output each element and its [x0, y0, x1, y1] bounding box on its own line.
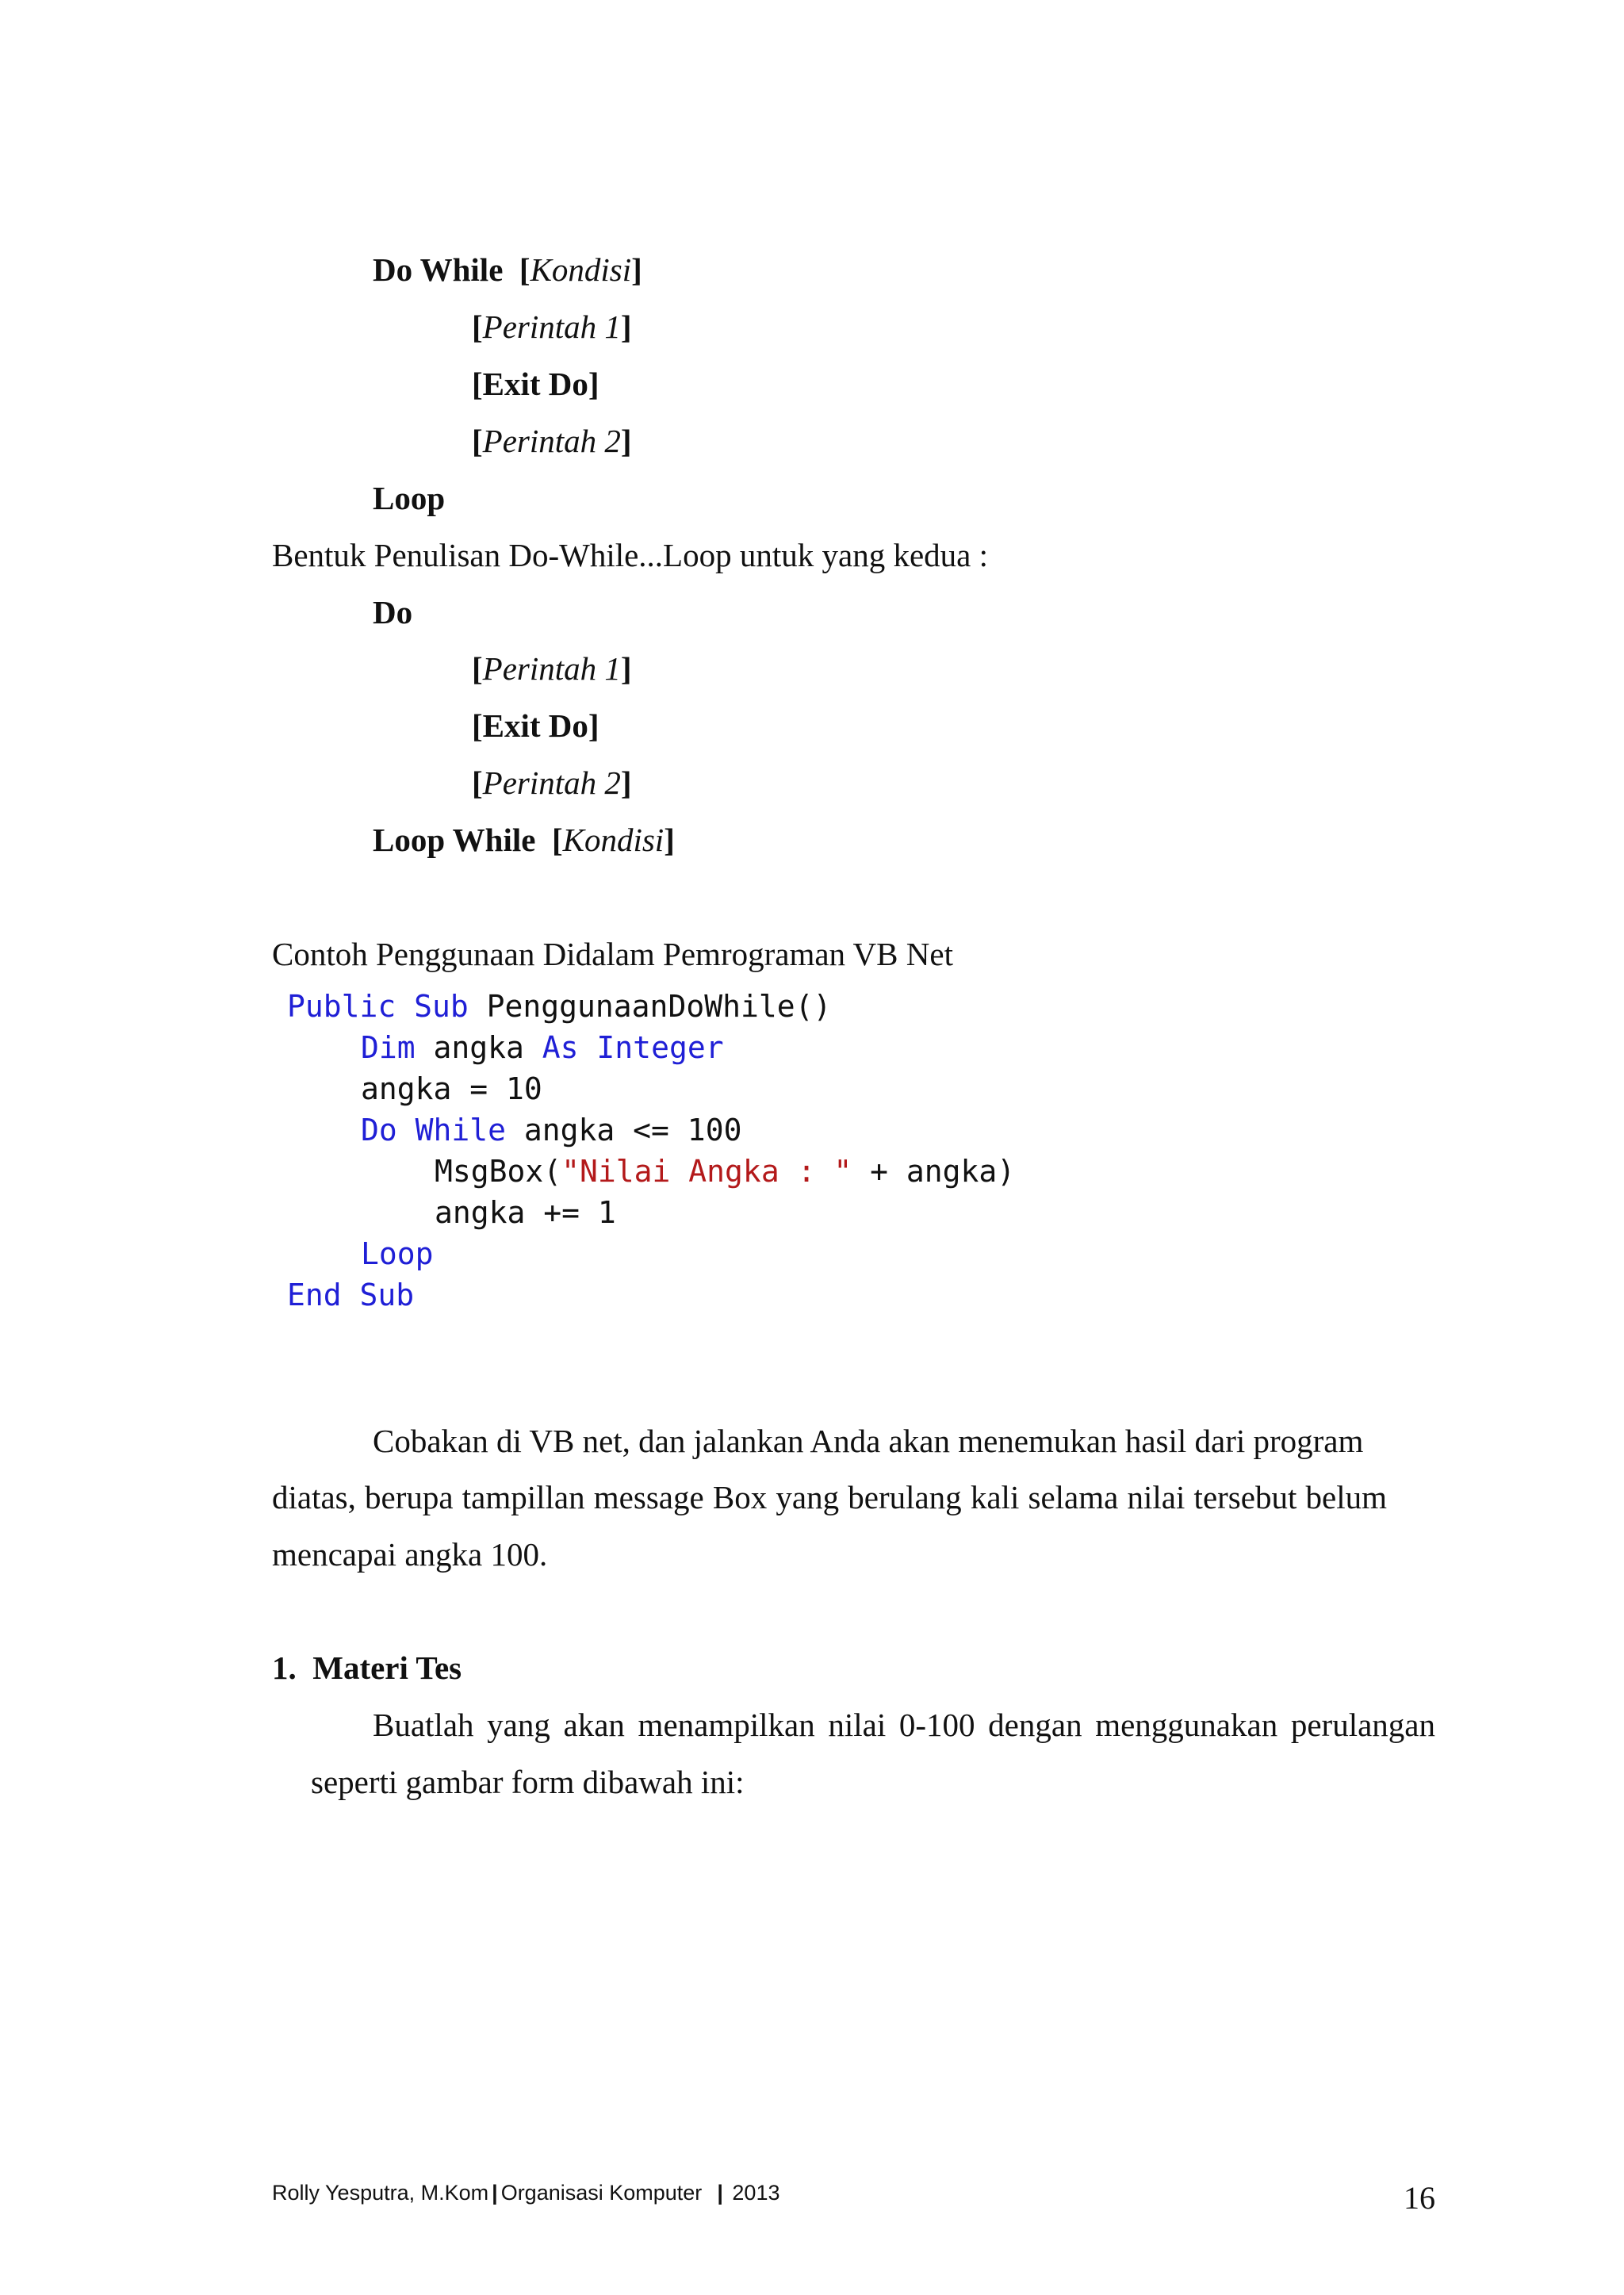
section-line-2: seperti gambar form dibawah ini: [311, 1764, 745, 1800]
syntax1-keyword: Do While [373, 251, 504, 288]
syntax2-exit-do: Exit Do [482, 707, 588, 744]
code-line-1: Public Sub PenggunaanDoWhile() [287, 989, 832, 1024]
code-line-2: Dim angka As Integer [361, 1030, 724, 1065]
code-line-7: Loop [361, 1236, 434, 1271]
syntax2-line4: [Perintah 2] [472, 764, 632, 801]
syntax1-exit-do: Exit Do [482, 366, 588, 402]
syntax1-condition: Kondisi [530, 251, 632, 288]
footer-year: 2013 [732, 2181, 780, 2205]
code-line-6: angka += 1 [435, 1195, 616, 1230]
syntax1-line4: [Perintah 2] [472, 423, 632, 459]
page-number: 16 [1404, 2180, 1435, 2216]
syntax1-line1: Do While [Kondisi] [373, 251, 642, 288]
syntax2-condition: Kondisi [562, 822, 665, 858]
syntax1-loop: Loop [373, 480, 446, 516]
section-line-1: Buatlah yang akan menampilkan nilai 0-100 dengan menggunakan perulangan [373, 1707, 1435, 1743]
syntax1-command2: Perintah 2 [482, 423, 621, 459]
syntax2-do: Do [373, 594, 413, 630]
syntax1-line3: [Exit Do] [472, 366, 599, 402]
code-line-3: angka = 10 [361, 1071, 542, 1106]
syntax2-intro: Bentuk Penulisan Do-While...Loop untuk yang kedua : [272, 537, 988, 573]
code-line-8: End Sub [287, 1278, 415, 1312]
section-title: Materi Tes [312, 1649, 462, 1686]
syntax2-command2: Perintah 2 [482, 764, 621, 801]
paragraph-line-1: Cobakan di VB net, dan jalankan Anda akan menemukan hasil dari program [373, 1423, 1364, 1459]
footer-author: Rolly Yesputra, M.Kom [272, 2181, 489, 2205]
section-heading [272, 1649, 462, 1686]
paragraph-line-2: diatas, berupa tampillan message Box yang berulang kali selama nilai tersebut belum [272, 1479, 1387, 1515]
code-line-5: MsgBox("Nilai Angka : " + angka) [435, 1154, 1016, 1189]
syntax1-command1: Perintah 1 [482, 308, 621, 345]
syntax1-line2: [Perintah 1] [472, 308, 632, 345]
example-heading: Contoh Penggunaan Didalam Pemrograman VB Net [272, 936, 953, 972]
syntax2-keyword: Loop While [373, 822, 536, 858]
footer-separator: | [492, 2181, 498, 2205]
footer-separator-2: | [717, 2181, 723, 2205]
footer [272, 2181, 779, 2205]
syntax2-line2: [Perintah 1] [472, 650, 632, 687]
section-number: 1. [272, 1649, 297, 1686]
code-line-4: Do While angka <= 100 [361, 1113, 742, 1148]
footer-course: Organisasi Komputer [500, 2181, 703, 2205]
syntax2-line5: Loop While [Kondisi] [373, 822, 675, 858]
syntax2-command1: Perintah 1 [482, 650, 621, 687]
syntax2-line3: [Exit Do] [472, 707, 599, 744]
paragraph-line-3: mencapai angka 100. [272, 1536, 548, 1573]
